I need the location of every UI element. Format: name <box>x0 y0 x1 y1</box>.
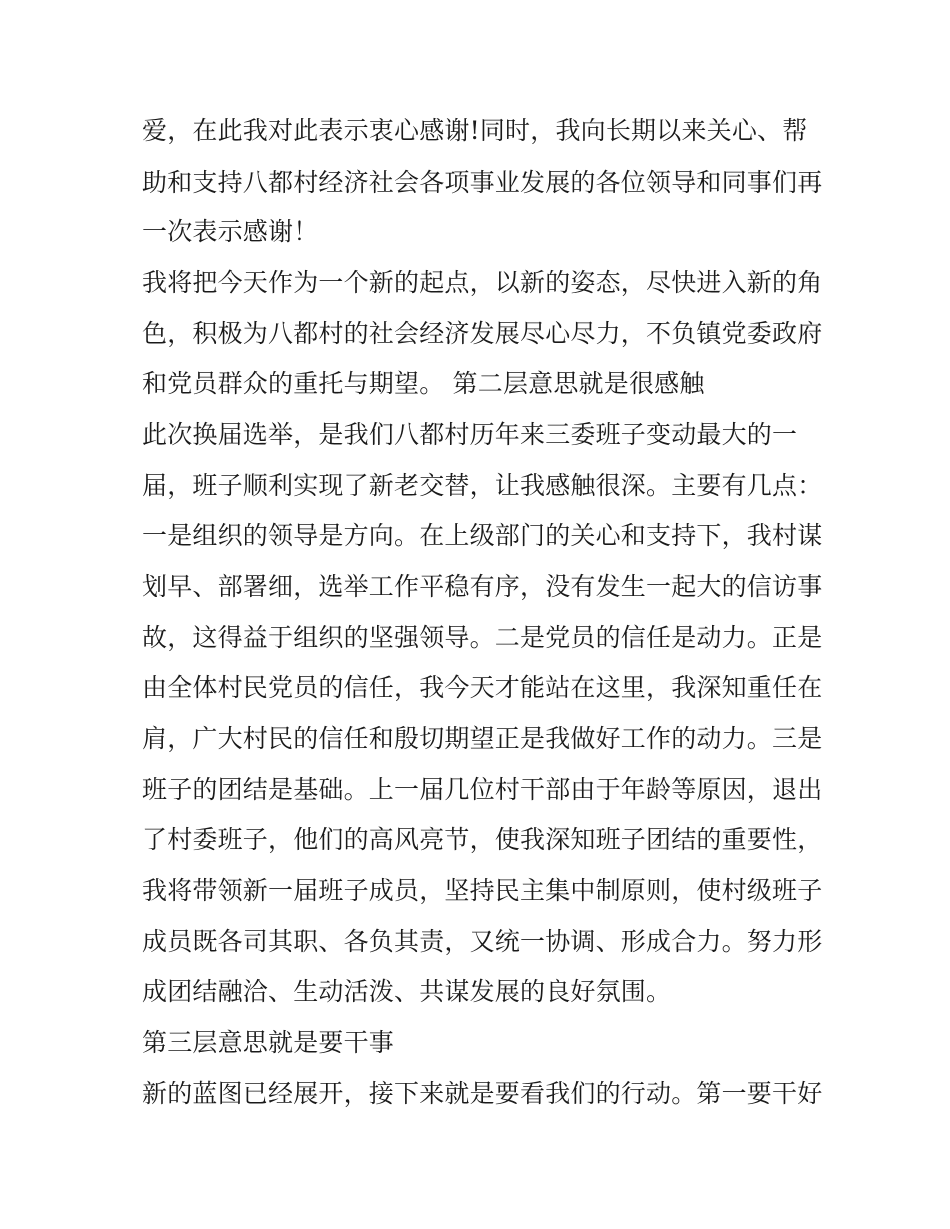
text-line: 和党员群众的重托与期望。 第二层意思就是很感触 <box>142 369 705 398</box>
text-line: 由全体村民党员的信任，我今天才能站在这里，我深知重任在 <box>142 673 823 702</box>
text-line: 此次换届选举，是我们八都村历年来三委班子变动最大的一 <box>142 420 798 449</box>
text-line: 爱，在此我对此表示衷心感谢!同时，我向长期以来关心、帮 <box>142 116 808 145</box>
text-line: 一次表示感谢！ <box>142 217 319 246</box>
text-line: 助和支持八都村经济社会各项事业发展的各位领导和同事们再 <box>142 168 823 197</box>
text-line: 了村委班子，他们的高风亮节，使我深知班子团结的重要性， <box>142 825 823 854</box>
text-line: 新的蓝图已经展开，接下来就是要看我们的行动。第一要干好 <box>142 1079 823 1108</box>
text-line: 肩，广大村民的信任和殷切期望正是我做好工作的动力。三是 <box>142 724 823 753</box>
text-line: 色，积极为八都村的社会经济发展尽心尽力，不负镇党委政府 <box>142 319 823 348</box>
text-line: 一是组织的领导是方向。在上级部门的关心和支持下，我村谋 <box>142 521 823 550</box>
text-line: 届，班子顺利实现了新老交替，让我感触很深。主要有几点： <box>142 471 823 500</box>
text-line: 我将把今天作为一个新的起点，以新的姿态，尽快进入新的角 <box>142 268 823 297</box>
text-line: 班子的团结是基础。上一届几位村干部由于年龄等原因，退出 <box>142 775 823 804</box>
text-line: 成员既各司其职、各负其责，又统一协调、形成合力。努力形 <box>142 927 823 956</box>
text-line: 故，这得益于组织的坚强领导。二是党员的信任是动力。正是 <box>142 623 823 652</box>
section-heading: 第三层意思就是要干事 <box>142 1028 395 1057</box>
text-line: 成团结融洽、生动活泼、共谋发展的良好氛围。 <box>142 977 672 1006</box>
text-line: 划早、部署细，选举工作平稳有序，没有发生一起大的信访事 <box>142 572 823 601</box>
text-line: 我将带领新一届班子成员，坚持民主集中制原则，使村级班子 <box>142 876 823 905</box>
